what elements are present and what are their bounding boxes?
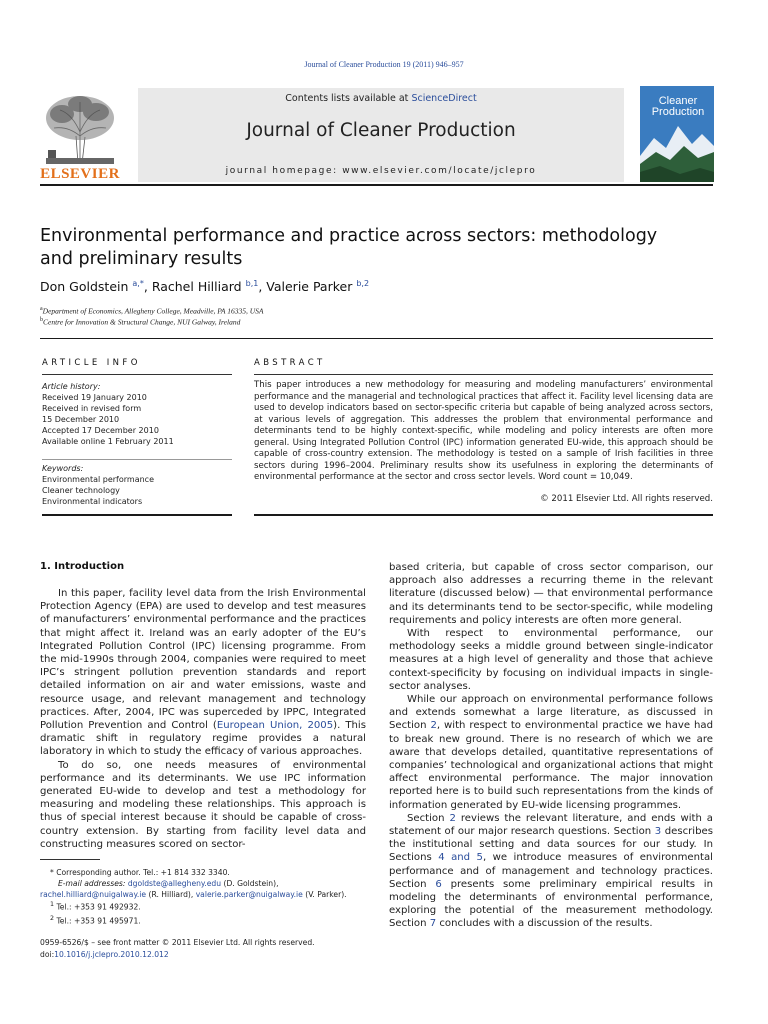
footnote-mark: 1 bbox=[50, 901, 55, 909]
paragraph-text: , with respect to environmental practice we have had to break new ground. There is no research of which we are aware that develops detailed, quantitative representations of companies’ technological and organizational actions that might affect environmental performance. The major innovation reported here is to build such representations from the kinds of information generated by EU-wide licensing programmes. bbox=[389, 720, 713, 811]
email-owner: (D. Goldstein), bbox=[221, 878, 279, 888]
journal-homepage[interactable]: journal homepage: www.elsevier.com/locate/jclepro bbox=[225, 166, 537, 176]
affiliation-text: Department of Economics, Allegheny College, Meadville, PA 16335, USA bbox=[42, 306, 264, 316]
footnote-corresponding bbox=[40, 868, 370, 879]
journal-cover-image bbox=[640, 86, 714, 182]
article-history bbox=[42, 381, 232, 447]
paragraph: based criteria, but capable of cross sector comparison, our approach also addresses a recurring theme in the relevant literature (discussed below) — that environmental performance and its determinants tend to be sector-specific, while modeling requirements and policy interests are often more general. bbox=[389, 562, 713, 626]
paragraph bbox=[40, 587, 366, 759]
keyword: Environmental indicators bbox=[42, 497, 143, 506]
cover-title-line2: Production bbox=[651, 106, 705, 118]
paragraph-text: describes the institutional setting and data sources for our study. In Sections bbox=[389, 826, 713, 864]
keyword: Cleaner technology bbox=[42, 486, 120, 495]
paragraph-text: In this paper, facility level data from the Irish Environmental Protection Agency (EPA) are used to develop and test measures of manufacturers’ environmental performance and the practices that might affect it. Ireland was an early adopter of the EU’s Integrated Pollution Control (IPC) licensing programme. From the mid-1990s through 2004, companies were required to meet IPC’s stringent pollution prevention standards and report detailed information on air and water emissions, waste and resource usage, and relevant management and technology practices. After, 2004, IPC was superceded by IPPC, Integrated Pollution Prevention and Control ( bbox=[40, 588, 366, 732]
header-rule bbox=[40, 184, 713, 186]
affiliation bbox=[40, 317, 240, 327]
paragraph-text: Section bbox=[407, 812, 450, 824]
author-separator: , bbox=[143, 279, 152, 295]
affiliation-rule bbox=[40, 338, 713, 339]
article-title-line2: and preliminary results bbox=[40, 249, 243, 269]
article-info-bottom-rule bbox=[42, 514, 232, 516]
abstract-heading: ABSTRACT bbox=[254, 358, 326, 368]
article-title bbox=[40, 225, 700, 271]
paragraph bbox=[389, 693, 713, 812]
abstract-bottom-rule bbox=[254, 514, 713, 516]
affiliation-mark: a bbox=[40, 306, 43, 312]
paragraph bbox=[389, 812, 713, 931]
footnote-1 bbox=[40, 900, 370, 913]
abstract-rule bbox=[254, 374, 713, 375]
footnote-mark: * bbox=[50, 868, 54, 877]
paragraph-text: concludes with a discussion of the results. bbox=[436, 918, 653, 930]
author-superscript[interactable]: b,2 bbox=[356, 279, 370, 288]
footnote-text: Corresponding author. Tel.: +1 814 332 3340. bbox=[56, 868, 230, 877]
keywords-label: Keywords: bbox=[42, 464, 84, 473]
elsevier-wordmark: ELSEVIER bbox=[40, 166, 120, 182]
footnotes bbox=[40, 868, 370, 927]
footnote-mark: 2 bbox=[50, 914, 55, 922]
paragraph-text: ). This dramatic shift in regulatory regime provides a natural laboratory in which to study the efficacy of various approaches. bbox=[40, 720, 366, 758]
history-item: Received in revised form bbox=[42, 404, 142, 413]
author-superscript[interactable]: b,1 bbox=[245, 279, 259, 288]
cover-title-line1: Cleaner bbox=[658, 95, 698, 107]
author-name: Valerie Parker bbox=[266, 279, 353, 295]
section-heading: 1. Introduction bbox=[40, 561, 125, 572]
contents-prefix: Contents lists available at bbox=[285, 93, 409, 104]
sciencedirect-link[interactable]: ScienceDirect bbox=[411, 93, 477, 104]
email-link[interactable]: rachel.hilliard@nuigalway.ie bbox=[40, 889, 147, 899]
abstract-text: This paper introduces a new methodology for measuring and modeling manufacturers’ environmental performance and the managerial and technological practices that affect it. Facility level licensing data are used to develop indicators based on sector-specific criteria but capable of being analyzed across sectors, at various levels of aggregation. This addresses the problem that environmental performance and determinants tend to be highly context-specific, while modeling and policy interests are often more general. Using Integrated Pollution Control (IPC) information generated EU-wide, this approach should be capable of cross-country extension. The methodology is tested on a sample of Irish facilities in three sectors during 1996–2004. Preliminary results show its usefulness in exploring the determinants of environmental performance at the sector and cross sector levels. Word count = 10,049. bbox=[254, 380, 713, 482]
paragraph-text: presents some preliminary empirical results in modeling the determinants of environmental performance, exploring the potential of the measurement methodology. Section bbox=[389, 878, 713, 930]
section-link[interactable]: 6 bbox=[435, 878, 442, 890]
section-link[interactable]: 4 and 5 bbox=[438, 852, 483, 864]
cover-title bbox=[646, 96, 710, 118]
affiliation-mark: b bbox=[40, 317, 43, 323]
email-label: E-mail addresses: bbox=[58, 878, 126, 888]
footnote-emails bbox=[40, 879, 370, 890]
doi-line bbox=[40, 949, 370, 961]
footnote-2 bbox=[40, 914, 370, 927]
paragraph-text: While our approach on environmental performance follows and extends somewhat a large literature, as discussed in Section bbox=[389, 694, 713, 732]
footnote-emails-cont bbox=[40, 890, 370, 901]
affiliation bbox=[40, 306, 263, 316]
history-item: Accepted 17 December 2010 bbox=[42, 426, 159, 435]
keywords bbox=[42, 463, 232, 507]
author-list bbox=[40, 279, 700, 294]
abstract-copyright: © 2011 Elsevier Ltd. All rights reserved. bbox=[540, 494, 713, 504]
paragraph bbox=[40, 759, 366, 851]
email-owner: (V. Parker). bbox=[302, 889, 347, 899]
history-item: Available online 1 February 2011 bbox=[42, 437, 174, 446]
section-link[interactable]: 2 bbox=[430, 720, 437, 732]
issn-line: 0959-6526/$ – see front matter © 2011 Elsevier Ltd. All rights reserved. bbox=[40, 938, 315, 947]
paragraph-text: To do so, one needs measures of environmental performance and its determinants. We use IPC information generated EU-wide to develop and test a methodology for measuring and modeling these relationships. This approach is thus of special interest because it should be capable of cross-country extension. By starting from facility level data and constructing measures scored on sector- bbox=[40, 759, 366, 850]
section-link[interactable]: 3 bbox=[654, 826, 662, 838]
keywords-rule bbox=[42, 459, 232, 460]
footnote-text: Tel.: +353 91 492932. bbox=[56, 902, 141, 912]
paragraph-text: , we introduce measures of environmental performance and of management and technology practices. Section bbox=[389, 852, 713, 890]
reference-link[interactable]: European Union, 2005 bbox=[216, 720, 334, 732]
section-link[interactable]: 7 bbox=[429, 918, 437, 930]
article-title-line1: Environmental performance and practice across sectors: methodology bbox=[40, 226, 658, 246]
email-link[interactable]: dgoldste@allegheny.edu bbox=[127, 878, 222, 888]
email-link[interactable]: valerie.parker@nuigalway.ie bbox=[195, 889, 303, 899]
doi-link[interactable]: 10.1016/j.jclepro.2010.12.012 bbox=[54, 949, 169, 959]
footnote-rule bbox=[40, 859, 100, 860]
email-owner: (R. Hilliard), bbox=[146, 889, 196, 899]
paragraph-text: reviews the relevant literature, and ends with a statement of our major research questions. Section bbox=[389, 812, 713, 838]
article-info-heading: ARTICLE INFO bbox=[42, 358, 141, 368]
author-separator: , bbox=[258, 279, 267, 295]
affiliation-text: Centre for Innovation & Structural Change, NUI Galway, Ireland bbox=[43, 317, 241, 327]
right-column bbox=[389, 561, 713, 931]
keyword: Environmental performance bbox=[42, 475, 154, 484]
left-column bbox=[40, 587, 366, 851]
footnote-text: Tel.: +353 91 495971. bbox=[56, 916, 141, 926]
author-superscript[interactable]: a,* bbox=[132, 279, 144, 288]
history-item: Received 19 January 2010 bbox=[42, 393, 147, 402]
history-item: 15 December 2010 bbox=[42, 415, 120, 424]
journal-title: Journal of Cleaner Production bbox=[246, 120, 516, 141]
doi-label: doi: bbox=[40, 949, 55, 959]
paragraph: With respect to environmental performance, our methodology seeks a middle ground between single-indicator measures at a high level of generality and those that achieve context-specificity by focusing on individual impacts in single-sector analyses. bbox=[389, 628, 713, 692]
contents-line bbox=[138, 93, 624, 104]
author-name: Rachel Hilliard bbox=[151, 279, 242, 295]
section-link[interactable]: 2 bbox=[449, 812, 456, 824]
history-label: Article history: bbox=[42, 382, 101, 391]
article-info-rule bbox=[42, 374, 232, 375]
journal-reference[interactable]: Journal of Cleaner Production 19 (2011) 946–957 bbox=[304, 60, 464, 69]
author-name: Don Goldstein bbox=[40, 279, 129, 295]
front-matter-info bbox=[40, 937, 370, 960]
